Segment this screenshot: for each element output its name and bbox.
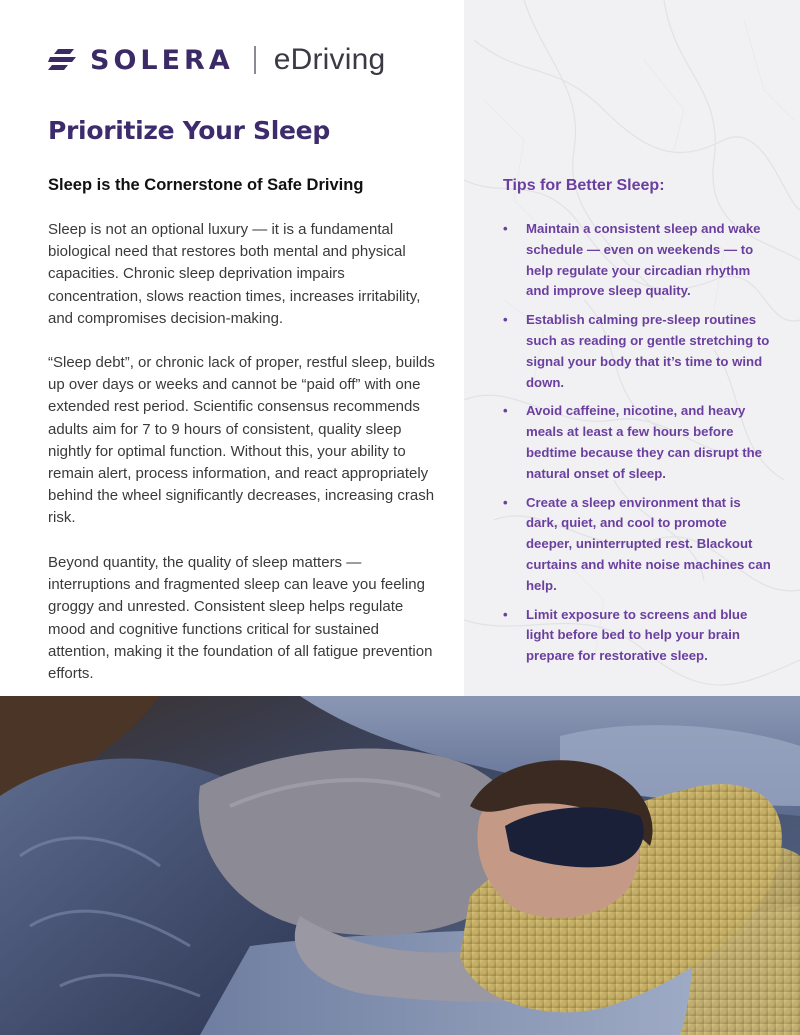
tip-item	[503, 401, 773, 484]
tip-item	[503, 493, 773, 597]
logo-divider	[254, 46, 256, 74]
tip-text: Avoid caffeine, nicotine, and heavy meals at least a few hours before bedtime because they can disrupt the natural onset of sleep.	[526, 403, 762, 481]
tip-item	[503, 605, 773, 667]
solera-logo-icon	[48, 47, 78, 73]
bullet-icon: •	[503, 606, 508, 622]
body-paragraph: “Sleep debt”, or chronic lack of proper, restful sleep, builds up over days or weeks and cannot be “paid off” with one extended rest period. Scientific consensus recommends adults aim for 7 to 9 hours of consistent, quality sleep nightly for optimal function. Without this, your ability to remain alert, process information, and react appropriately behind the wheel significantly decreases, increasing crash risk.	[48, 354, 435, 527]
bullet-icon: •	[503, 312, 508, 328]
tips-title: Tips for Better Sleep:	[503, 177, 665, 194]
product-name: eDriving	[273, 43, 386, 76]
bullet-icon: •	[503, 403, 508, 419]
brand-name: SOLERA	[90, 44, 234, 76]
tip-text: Establish calming pre-sleep routines such as reading or gentle stretching to signal your body that it’s time to wind down.	[526, 312, 770, 390]
tip-text: Create a sleep environment that is dark, quiet, and cool to promote deeper, uninterrupted rest. Blackout curtains and white noise machines can help.	[526, 494, 771, 593]
page-title: Prioritize Your Sleep	[48, 116, 330, 145]
sleeping-person-photo	[0, 696, 800, 1035]
body-paragraph: Sleep is not an optional luxury — it is a fundamental biological need that restores both mental and physical capacities. Chronic sleep deprivation impairs concentration, slows reaction times, increases irritability, and compromises decision-making.	[48, 221, 421, 327]
body-paragraph: Beyond quantity, the quality of sleep matters — interruptions and fragmented sleep can leave you feeling groggy and unrested. Consistent sleep helps regulate mood and cognitive functions critical for sustained attention, making it the foundation of all fatigue prevention efforts.	[48, 554, 433, 683]
tip-item	[503, 219, 773, 302]
section-heading: Sleep is the Cornerstone of Safe Driving	[48, 176, 364, 194]
tip-text: Maintain a consistent sleep and wake schedule — even on weekends — to help regulate your circadian rhythm and improve sleep quality.	[526, 221, 761, 299]
header-logo	[48, 42, 385, 78]
bullet-icon: •	[503, 221, 508, 236]
tip-text: Limit exposure to screens and blue light before bed to help your brain prepare for restorative sleep.	[526, 606, 748, 664]
photo-illustration	[0, 696, 800, 1035]
tip-item	[503, 310, 773, 393]
tips-list	[503, 219, 773, 675]
bullet-icon: •	[503, 494, 508, 510]
